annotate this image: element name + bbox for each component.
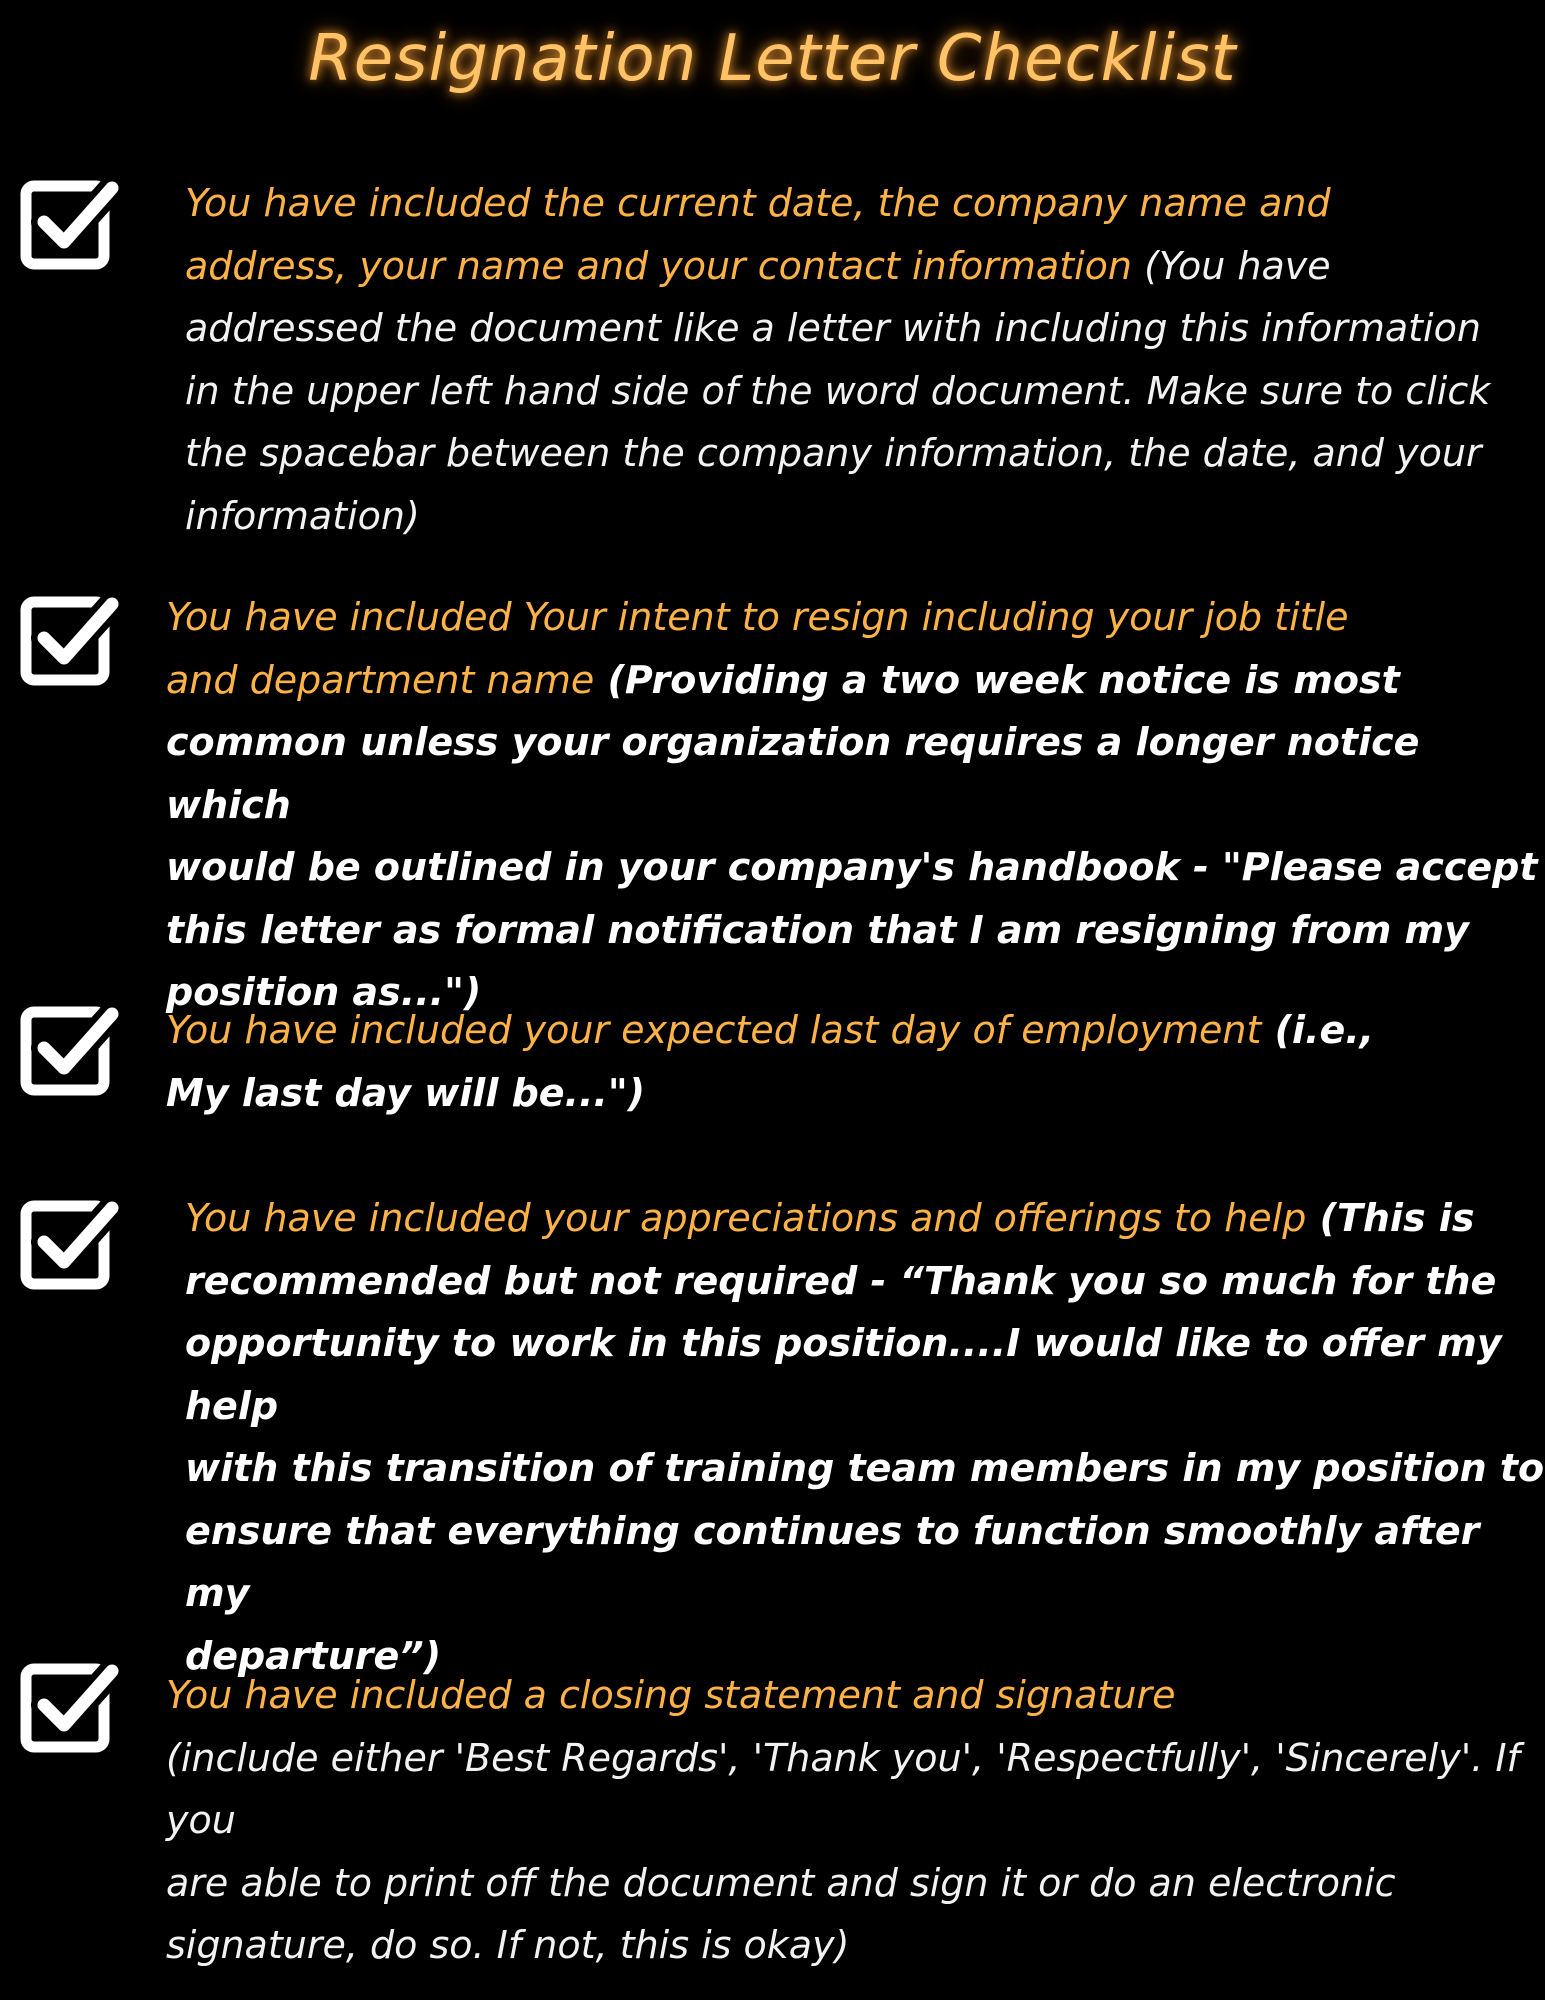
checklist-item-detail: (i.e., My last day will be..."): [166, 1008, 1375, 1115]
checklist-item-text: [166, 999, 1374, 1124]
checklist-item-highlight: You have included Your intent to resign including your job title and department name: [166, 595, 1349, 702]
checklist-item-highlight: You have included your appreciations and offerings to help: [185, 1196, 1307, 1240]
checklist-item-detail: (Providing a two week notice is most common unless your organization requires a longer notice which would be outlined in your company's handbook - "Please accept this letter as formal notification that I am resigning from my position as..."): [166, 657, 1538, 1014]
checklist-item-text: [185, 1187, 1545, 1687]
checklist-item-text: [166, 586, 1545, 1024]
checkmark-icon: [20, 588, 120, 688]
checkmark-icon: [20, 998, 120, 1098]
checklist-item-detail: (include either 'Best Regards', 'Thank you', 'Respectfully', 'Sincerely'. If you are able to print off the document and sign it or do an electronic signature, do so. If not, this is okay): [166, 1735, 1520, 1967]
checklist-item-text: [166, 1664, 1545, 1977]
checkmark-icon: [20, 1192, 120, 1292]
checklist-item-highlight: You have included the current date, the company name and address, your name and your contact information: [185, 181, 1331, 288]
checked-checkbox-icon[interactable]: [20, 998, 120, 1098]
checked-checkbox-icon[interactable]: [20, 588, 120, 688]
checklist-item-detail: (This is recommended but not required - “Thank you so much for the opportunity to work in this position....I would like to offer my help with this transition of training team members in my position to ensure that everything continues to function smoothly after my departure”): [185, 1196, 1545, 1678]
checklist-item-text: [185, 172, 1490, 547]
checked-checkbox-icon[interactable]: [20, 1655, 120, 1755]
checked-checkbox-icon[interactable]: [20, 172, 120, 272]
checklist-item-highlight: You have included your expected last day of employment: [166, 1008, 1262, 1052]
checklist-item-highlight: You have included a closing statement and signature: [166, 1673, 1176, 1717]
checklist-item-detail: (You have addressed the document like a letter with including this information in the upper left hand side of the word document. Make sure to click the spacebar between the company information, the date, and your information): [185, 243, 1491, 538]
checkmark-icon: [20, 172, 120, 272]
checkmark-icon: [20, 1655, 120, 1755]
checked-checkbox-icon[interactable]: [20, 1192, 120, 1292]
page-title: Resignation Letter Checklist: [308, 22, 1237, 96]
